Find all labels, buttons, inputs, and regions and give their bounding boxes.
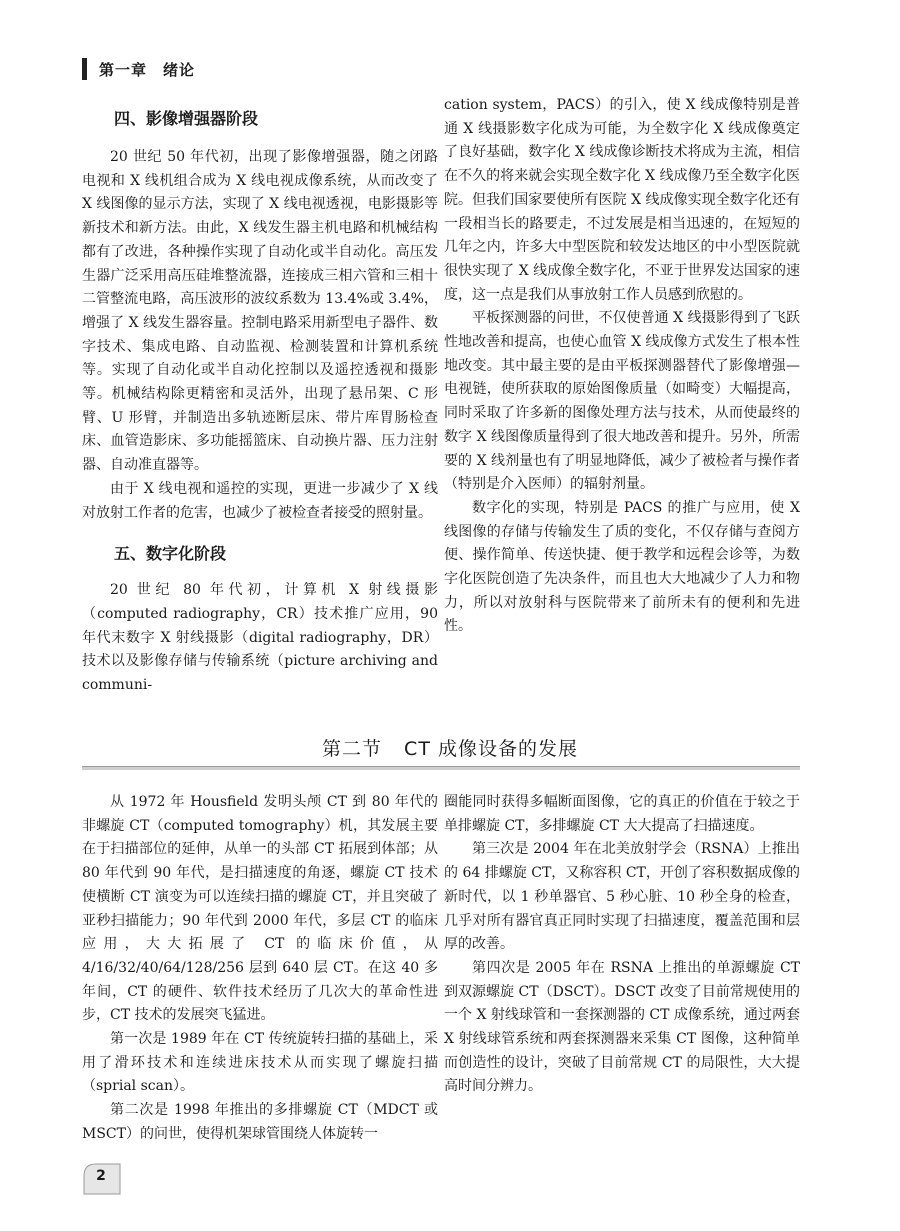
paragraph: 第三次是 2004 年在北美放射学会（RSNA）上推出的 64 排螺旋 CT，又称容积 CT，开创了容积数据成像的新时代，以 1 秒单器官、5 秒心脏、10 秒全身的检查，几乎对所有器官真正同时实现了扫描速度，覆盖范围和层厚的改善。 bbox=[444, 841, 800, 953]
paragraph: cation system，PACS）的引入，使 X 线成像特别是普通 X 线摄影数字化成为可能，为全数字化 X 线成像奠定了良好基础，数字化 X 线成像诊断技术将成为主流，相信在不久的将来就会实现全数字化 X 线成像乃至全数字化医院。但我们国家要使所有医院 X 线成像实现全数字化还有一段相当长的路要走，不过发展是相当迅速的，在短短的几年之内，许多大中型医院和较发达地区的中小型医院就很快实现了 X 线成像全数字化，不亚于世界发达国家的速度，这一点是我们从事放射工作人员感到欣慰的。 bbox=[444, 97, 800, 303]
chapter-header bbox=[82, 58, 195, 80]
paragraph: 由于 X 线电视和遥控的实现，更进一步减少了 X 线对放射工作者的危害，也减少了被检查者接受的照射量。 bbox=[82, 480, 438, 521]
page-number-badge bbox=[82, 1160, 122, 1196]
paragraph: 从 1972 年 Housfield 发明头颅 CT 到 80 年代的非螺旋 CT（computed tomography）机，其发展主要在于扫描部位的延伸，从单一的头部 CT 拓展到体部；从 80 年代到 90 年代，是扫描速度的角逐，螺旋 CT 技术使横断 CT 演变为可以连续扫描的螺旋 CT，并且突破了亚秒扫描能力；90 年代到 2000 年代，多层 CT 的临床应用，大大拓展了 CT 的临床价值，从 4/16/32/40/64/128/256 层到 640 层 CT。在这 40 多年间，CT 的硬件、软件技术经历了几次大的革命性进步，CT 技术的发展突飞猛进。 bbox=[82, 794, 438, 1024]
bottom-right-column bbox=[444, 791, 800, 1099]
heading-digital-stage: 五、数字化阶段 bbox=[114, 544, 227, 564]
page-number: 2 bbox=[96, 1168, 106, 1184]
paragraph: 圈能同时获得多幅断面图像，它的真正的价值在于较之于单排螺旋 CT，多排螺旋 CT 大大提高了扫描速度。 bbox=[444, 794, 800, 834]
chapter-title: 第一章 绪论 bbox=[99, 60, 196, 79]
paragraph: 第二次是 1998 年推出的多排螺旋 CT（MDCT 或 MSCT）的问世，使得机架球管围绕人体旋转一 bbox=[82, 1102, 438, 1142]
heading-image-intensifier-stage: 四、影像增强器阶段 bbox=[114, 109, 259, 128]
section-divider bbox=[82, 766, 800, 770]
chapter-marker-bar bbox=[82, 58, 87, 80]
paragraph: 数字化的实现，特别是 PACS 的推广与应用，使 X 线图像的存储与传输发生了质的变化，不仅存储与查阅方便、操作简单、传送快捷、便于教学和远程会诊等，为数字化医院创造了先决条件，而且也大大地减少了人力和物力，所以对放射科与医院带来了前所未有的便利和先进性。 bbox=[444, 499, 800, 635]
paragraph: 20 世纪 80 年代初，计算机 X 射线摄影（computed radiography，CR）技术推广应用，90 年代末数字 X 射线摄影（digital radiography，DR）技术以及影像存储与传输系统（picture archiving and communi- bbox=[82, 582, 438, 694]
bottom-left-column bbox=[82, 791, 438, 1147]
section-title bbox=[0, 734, 900, 761]
section-number: 第二节 bbox=[322, 738, 383, 760]
paragraph: 第四次是 2005 年在 RSNA 上推出的单源螺旋 CT 到双源螺旋 CT（DSCT）。DSCT 改变了目前常规使用的一个 X 射线球管和一套探测器的 CT 成像系统，通过两套 X 射线球管系统和两套探测器来采集 CT 图像，这种简单而创造性的设计，突破了目前常规 CT 的局限性，大大提高时间分辨力。 bbox=[444, 959, 800, 1095]
section-heading: CT 成像设备的发展 bbox=[404, 738, 578, 760]
top-left-column bbox=[82, 104, 438, 698]
top-right-column bbox=[444, 94, 800, 639]
paragraph: 20 世纪 50 年代初，出现了影像增强器，随之闭路电视和 X 线机组合成为 X 线电视成像系统，从而改变了 X 线图像的显示方法，实现了 X 线电视透视，电影摄影等新技术和新方法。由此，X 线发生器主机电路和机械结构都有了改进，各种操作实现了自动化或半自动化。高压发生器广泛采用高压硅堆整流器，连接成三相六管和三相十二管整流电路，高压波形的波纹系数为 13.4%或 3.4%，增强了 X 线发生器容量。控制电路采用新型电子器件、数字技术、集成电路、自动监视、检测装置和计算机系统等。实现了自动化或半自动化控制以及遥控透视和摄影等。机械结构除更精密和灵活外，出现了悬吊架、C 形臂、U 形臂，并制造出多轨迹断层床、带片库胃肠检查床、血管造影床、多功能摇篮床、自动换片器、压力注射器、自动准直器等。 bbox=[82, 149, 438, 474]
paragraph: 平板探测器的问世，不仅使普通 X 线摄影得到了飞跃性地改善和提高，也使心血管 X 线成像方式发生了根本性地改变。其中最主要的是由平板探测器替代了影像增强—电视链，使所获取的原始图像质量（如畸变）大幅提高，同时采取了许多新的图像处理方法与技术，从而使最终的数字 X 线图像质量得到了很大地改善和提升。另外，所需要的 X 线剂量也有了明显地降低，减少了被检者与操作者（特别是介入医师）的辐射剂量。 bbox=[444, 310, 800, 493]
paragraph: 第一次是 1989 年在 CT 传统旋转扫描的基础上，采用了滑环技术和连续进床技术从而实现了螺旋扫描（sprial scan）。 bbox=[82, 1031, 438, 1095]
